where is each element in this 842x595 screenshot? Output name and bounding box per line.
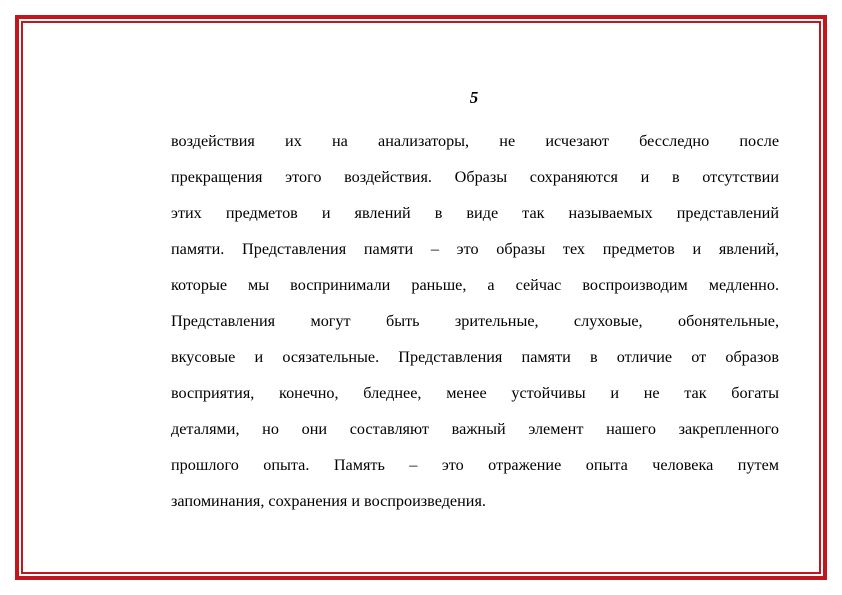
text-line: прекращения этого воздействия. Образы сохраняются и в отсутствии — [171, 168, 779, 186]
text-line: восприятия, конечно, бледнее, менее устойчивы и не так богаты — [171, 384, 779, 402]
text-line: Представления могут быть зрительные, слуховые, обонятельные, — [171, 312, 779, 330]
page-number: 5 — [469, 88, 479, 107]
text-line: вкусовые и осязательные. Представления памяти в отличие от образов — [171, 348, 779, 366]
text-line-last: запоминания, сохранения и воспроизведения. — [171, 492, 486, 510]
text-line: памяти. Представления памяти – это образы тех предметов и явлений, — [171, 240, 779, 258]
body-paragraph — [171, 123, 779, 519]
text-line: этих предметов и явлений в виде так называемых представлений — [171, 204, 779, 222]
text-line: прошлого опыта. Память – это отражение опыта человека путем — [171, 456, 779, 474]
text-line: которые мы воспринимали раньше, а сейчас воспроизводим медленно. — [171, 276, 779, 294]
text-line: деталями, но они составляют важный элемент нашего закрепленного — [171, 420, 779, 438]
text-line: воздействия их на анализаторы, не исчезают бесследно после — [171, 132, 779, 150]
